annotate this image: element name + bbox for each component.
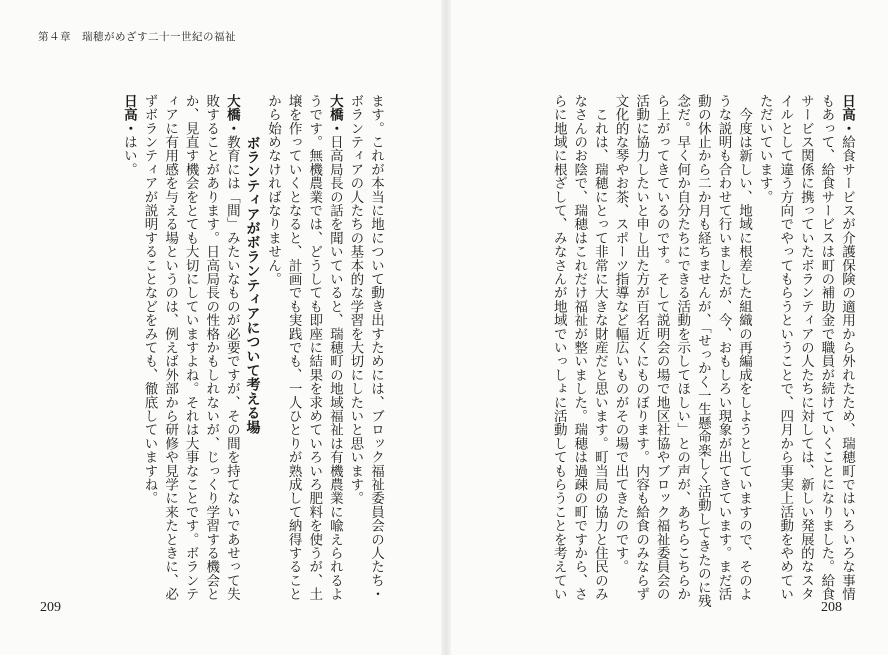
line-text: はい。 xyxy=(120,135,137,177)
text-line xyxy=(569,94,590,601)
line-text: うな説明も合わせて行いましたが、今、おもしろい現象が出てきています。まだ活 xyxy=(715,94,732,601)
line-text: 動の休止から二か月も経ちませんが、「せっかく一生懸命楽しく活動してきたのに残 xyxy=(694,94,711,608)
text-line xyxy=(118,94,139,586)
section-heading: ボランティアがボランティアについて考える場 xyxy=(244,136,261,435)
page-gutter xyxy=(441,0,451,655)
line-text: サービス関係に携っていたボランティアの人たちに対しては、新しい発展的なスタ xyxy=(797,94,814,601)
text-line xyxy=(180,94,201,601)
text-line xyxy=(713,94,734,601)
text-line xyxy=(733,94,754,601)
line-text: ただいています。 xyxy=(756,94,773,204)
running-header: 第４章 瑞穂がめざす二十一世紀の福祉 xyxy=(38,31,236,43)
line-text: これは、瑞穂にとって非常に大きな財産だと思います。町当局の協力と住民のみ xyxy=(591,94,608,601)
text-line xyxy=(775,94,796,601)
line-text: 活動に協力したいと申し出た方が百名近くにものぼります。内容も給食のみならず xyxy=(633,94,650,601)
line-text: 文化的な琴やお茶、スポーツ指導など幅広いものがその場で出てきたのです。 xyxy=(612,94,629,574)
text-line xyxy=(836,94,857,601)
text-line xyxy=(159,94,180,601)
page-number-left: 209 xyxy=(40,600,61,615)
line-text: 教育には「間」みたいなものが必要ですが、その間を持てないであせって失 xyxy=(223,135,240,601)
text-line xyxy=(304,94,325,601)
line-text: イルとして違う方向でやってもらうということで、四月から事実上活動をやめてい xyxy=(777,94,794,601)
speaker-label: 日高・ xyxy=(839,94,855,136)
text-line xyxy=(816,94,837,601)
line-text: 今度は新しい、地域に根差した組織の再編成をしようとしていますので、そのよ xyxy=(736,94,753,601)
text-line xyxy=(139,94,160,586)
text-line xyxy=(630,94,651,601)
text-line xyxy=(610,94,631,586)
text-line xyxy=(345,94,366,586)
line-text: もあって、給食サービスは町の補助金で職員が続けていくことになりました。給食 xyxy=(818,94,835,601)
line-text: らに地域に根ざして、みなさんが地域でいっしょに活動してもらうことを考えてい xyxy=(550,94,567,601)
line-text: ます。これが本当に地について動き出すためには、ブロック福祉委員会の人たち・ xyxy=(368,94,384,601)
speaker-label: 大橋・ xyxy=(223,94,240,136)
text-line xyxy=(589,94,610,601)
line-text: ら上がってきているのです。そして説明会の場で地区社協やブロック福祉委員会の xyxy=(653,94,670,601)
text-line xyxy=(365,94,386,601)
text-line xyxy=(672,94,693,601)
line-text: ずボランティアが説明することなどをみても、徹底していますね。 xyxy=(141,94,158,505)
text-line xyxy=(283,94,304,601)
text-line xyxy=(201,94,222,601)
text-line xyxy=(651,94,672,601)
line-text: 壌を作っていくとなると、計画でも実践でも、一人ひとりが熟成して納得すること xyxy=(285,94,302,601)
text-line xyxy=(754,94,775,586)
speaker-label: 大橋・ xyxy=(326,94,343,136)
left-page-text xyxy=(30,94,386,601)
line-text: 日高局長の話を聞いていると、瑞穂町の地域福祉は有機農業に喩えられるよ xyxy=(326,135,343,601)
line-text: ボランティアの人たちの基本的な学習を大切にしたいと思います。 xyxy=(347,94,364,505)
line-text: から始めなければなりません。 xyxy=(265,94,282,286)
text-line xyxy=(262,94,283,586)
text-line xyxy=(692,94,713,608)
text-line xyxy=(324,94,345,601)
line-text: 敗することがあります。日高局長の性格かもしれないが、じっくり学習する機会と xyxy=(203,94,220,601)
text-line xyxy=(548,94,569,601)
line-text: 念だ。早く何か自分たちにできる活動を示してほしい」との声が、あちらこちらか xyxy=(674,94,691,601)
speaker-label: 日高・ xyxy=(120,94,137,136)
line-text: か、見直す機会をとても大切にしていますよね。それは大事なことです。ボランテ xyxy=(182,94,199,601)
line-text: 給食サービスが介護保険の適用から外れたため、瑞穂町ではいろいろな事情 xyxy=(839,135,855,601)
text-line xyxy=(795,94,816,601)
line-text: うです。無機農業では、どうしても即座に結果を求めていろいろ肥料を使うが、土 xyxy=(306,94,323,601)
line-text: ィアに有用感を与える場というのは、例えば外部から研修や見学に来たときに、必 xyxy=(162,94,179,601)
text-line xyxy=(221,94,242,601)
line-text: なさんのお陰で、瑞穂はこれだけ福祉が整いました。瑞穂は過疎の町ですから、さ xyxy=(571,94,588,601)
page-number-right: 208 xyxy=(821,600,842,615)
